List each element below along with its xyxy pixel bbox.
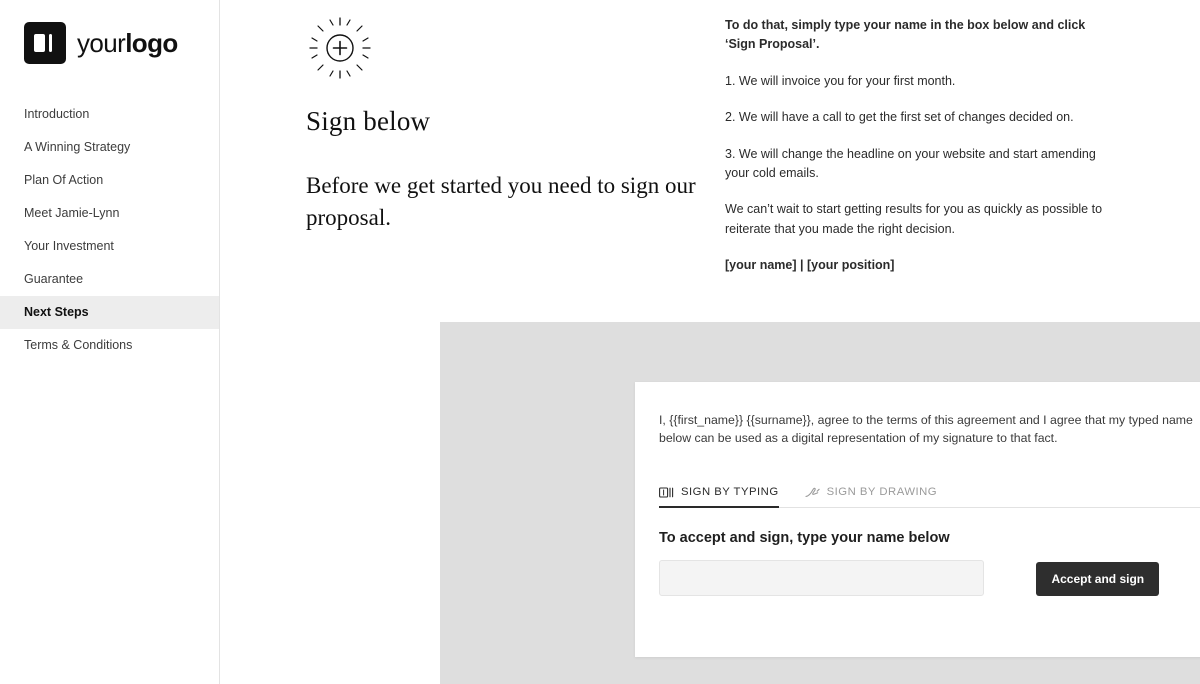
pen-icon	[805, 486, 820, 499]
next-steps-column	[725, 16, 1115, 292]
next-steps-lead: To do that, simply type your name in the box below and click ‘Sign Proposal’.	[725, 18, 1086, 52]
logo-text-prefix: your	[77, 27, 126, 58]
sidebar-nav	[0, 98, 219, 362]
page-title: Sign below	[306, 106, 431, 136]
signature-card	[635, 382, 1200, 657]
sidebar-item-plan-of-action[interactable]: Plan Of Action	[24, 173, 104, 187]
logo-text	[77, 28, 178, 59]
tab-sign-by-drawing[interactable]	[805, 486, 937, 507]
logo-text-suffix: logo	[125, 27, 178, 58]
sidebar-item-guarantee[interactable]: Guarantee	[24, 272, 84, 286]
signature-tabs	[659, 475, 1200, 508]
next-steps-item-2: 2. We will have a call to get the first set of changes decided on.	[725, 110, 1074, 125]
signature-block: [your name] | [your position]	[725, 258, 895, 272]
tab-sign-by-typing[interactable]	[659, 486, 779, 507]
signature-section	[440, 322, 1200, 684]
sidebar	[0, 0, 220, 684]
next-steps-closing: We can’t wait to start getting results for you as quickly as possible to reiterate that you made the right decision.	[725, 202, 1103, 236]
logo-mark-icon	[24, 22, 66, 64]
sidebar-item-terms-conditions[interactable]: Terms & Conditions	[24, 338, 133, 352]
tab-sign-by-drawing-label: SIGN BY DRAWING	[826, 486, 938, 499]
sidebar-item-meet-jamie-lynn[interactable]: Meet Jamie-Lynn	[24, 206, 120, 220]
sidebar-item-introduction[interactable]: Introduction	[24, 107, 90, 121]
keyboard-icon	[659, 486, 674, 499]
sidebar-item-next-steps[interactable]: Next Steps	[0, 296, 219, 329]
next-steps-item-3: 3. We will change the headline on your website and start amending your cold emails.	[725, 146, 1096, 180]
signature-name-input[interactable]	[659, 560, 984, 596]
accept-and-sign-button[interactable]: Accept and sign	[1036, 562, 1159, 596]
main-content	[220, 0, 1200, 684]
tab-sign-by-typing-label: SIGN BY TYPING	[681, 486, 779, 499]
content-top	[220, 0, 1200, 322]
sidebar-item-your-investment[interactable]: Your Investment	[24, 239, 114, 253]
accept-heading: To accept and sign, type your name below	[659, 529, 950, 546]
sparkle-plus-icon	[306, 14, 374, 82]
sidebar-item-a-winning-strategy[interactable]: A Winning Strategy	[24, 140, 131, 154]
logo[interactable]	[0, 0, 219, 64]
intro-paragraph: Before we get started you need to sign our proposal.	[306, 173, 696, 230]
next-steps-item-1: 1. We will invoice you for your first month.	[725, 73, 956, 88]
agreement-text: I, {{first_name}} {{surname}}, agree to the terms of this agreement and I agree that my typed name below can be used as a digital representation of my signature to that fact.	[659, 413, 1193, 446]
